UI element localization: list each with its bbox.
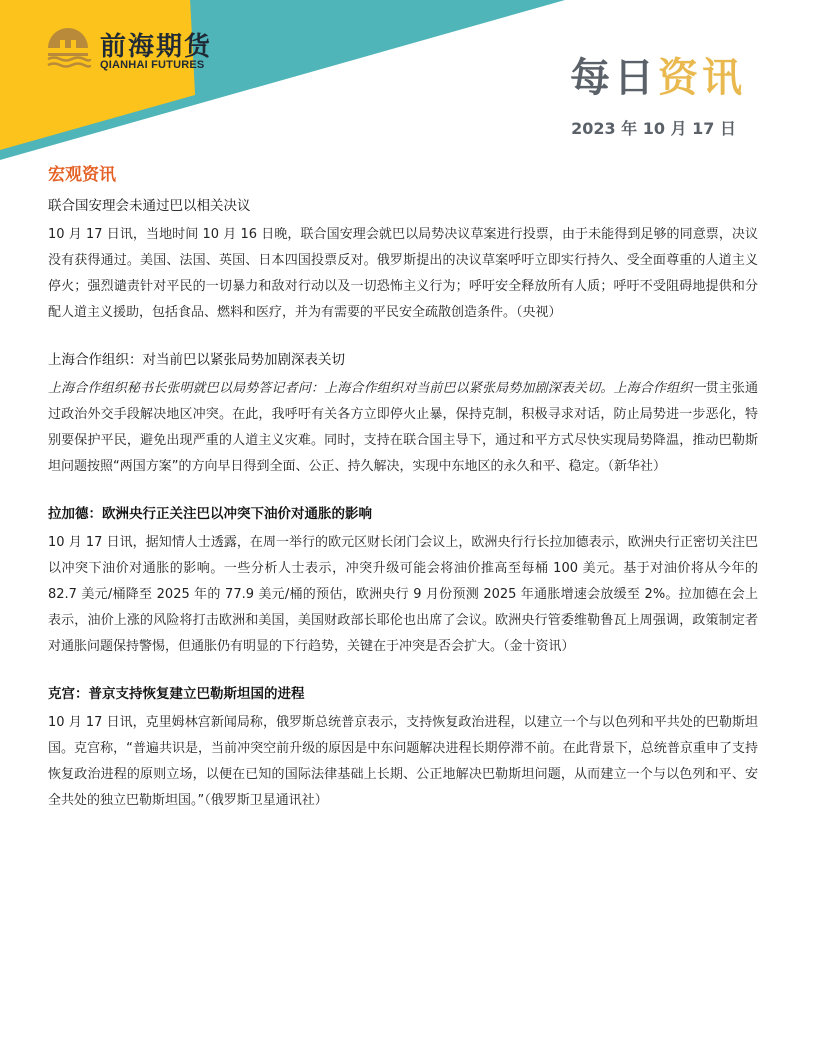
article-body: 10 月 17 日讯，克里姆林宫新闻局称，俄罗斯总统普京表示，支持恢复政治进程，以建立一个与以色列和平共处的巴勒斯坦国。克宫称，“普遍共识是，当前冲突空前升级的原因是中东问题解决进程长期停滞不前。在此背景下，总统普京重申了支持恢复政治进程的原则立场，以便在已知的国际法律基础上长期、公正地解决巴勒斯坦问题，从而建立一个与以色列和平、安全共处的独立巴勒斯坦国。”（俄罗斯卫星通讯社）	[48, 715, 758, 808]
article-title: 上海合作组织：对当前巴以紧张局势加剧深表关切	[48, 352, 345, 368]
section-title: 宏观资讯	[48, 165, 116, 185]
logo-english-name: QIANHAI FUTURES	[100, 59, 205, 71]
article-list	[48, 196, 758, 838]
report-date: 2023 年 10 月 17 日	[571, 119, 736, 138]
page-title	[570, 46, 746, 103]
article-lead-quote: 上海合作组织秘书长张明就巴以局势答记者问：上海合作组织对当前巴以紧张局势加剧深表关切。上海合作组织一	[48, 381, 706, 396]
article-body	[48, 376, 758, 480]
article-body-text: 贯主张通过政治外交手段解决地区冲突。在此，我呼吁有关各方立即停火止暴，保持克制，积极寻求对话，防止局势进一步恶化，特别要保护平民，避免出现严重的人道主义灾难。同时，支持在联合国主导下，通过和平方式尽快实现局势降温，推动巴勒斯坦问题按照“两国方案”的方向早日得到全面、公正、持久解决，实现中东地区的永久和平、稳定。（新华社）	[48, 381, 758, 474]
article-2	[48, 350, 758, 480]
article-body: 10 月 17 日讯，当地时间 10 月 16 日晚，联合国安理会就巴以局势决议草案进行投票，由于未能得到足够的同意票，决议没有获得通过。美国、法国、英国、日本四国投票反对。俄罗斯提出的决议草案呼吁立即实行持久、受全面尊重的人道主义停火；强烈谴责针对平民的一切暴力和敌对行动以及一切恐怖主义行为；呼吁安全释放所有人质；呼吁不受阻碍地提供和分配人道主义援助，包括食品、燃料和医疗，并为有需要的平民安全疏散创造条件。（央视）	[48, 227, 758, 320]
logo-chinese-name: 前海期货	[100, 32, 213, 62]
article-1	[48, 196, 758, 326]
page-title-part1: 每日	[570, 55, 658, 101]
page-title-part2: 资讯	[658, 55, 746, 101]
article-title: 拉加德：欧洲央行正关注巴以冲突下油价对通胀的影响	[48, 506, 372, 522]
article-4	[48, 684, 758, 814]
article-title: 联合国安理会未通过巴以相关决议	[48, 198, 251, 214]
logo-emblem-icon	[44, 26, 92, 74]
company-logo	[44, 26, 234, 78]
article-3	[48, 504, 758, 660]
article-body: 10 月 17 日讯，据知情人士透露，在周一举行的欧元区财长闭门会议上，欧洲央行行长拉加德表示，欧洲央行正密切关注巴以冲突下油价对通胀的影响。一些分析人士表示，冲突升级可能会将油价推高至每桶 100 美元。基于对油价将从今年的 82.7 美元/桶降至 2025 年的 77.9 美元/桶的预估，欧洲央行 9 月份预测 2025 年通胀增速会放缓至 2%。拉加德在会上表示，油价上涨的风险将打击欧洲和美国，美国财政部长耶伦也出席了会议。欧洲央行管委维勒鲁瓦上周强调，政策制定者对通胀问题保持警惕，但通胀仍有明显的下行趋势，关键在于冲突是否会扩大。（金十资讯）	[48, 535, 758, 654]
article-title: 克宫：普京支持恢复建立巴勒斯坦国的进程	[48, 686, 305, 702]
